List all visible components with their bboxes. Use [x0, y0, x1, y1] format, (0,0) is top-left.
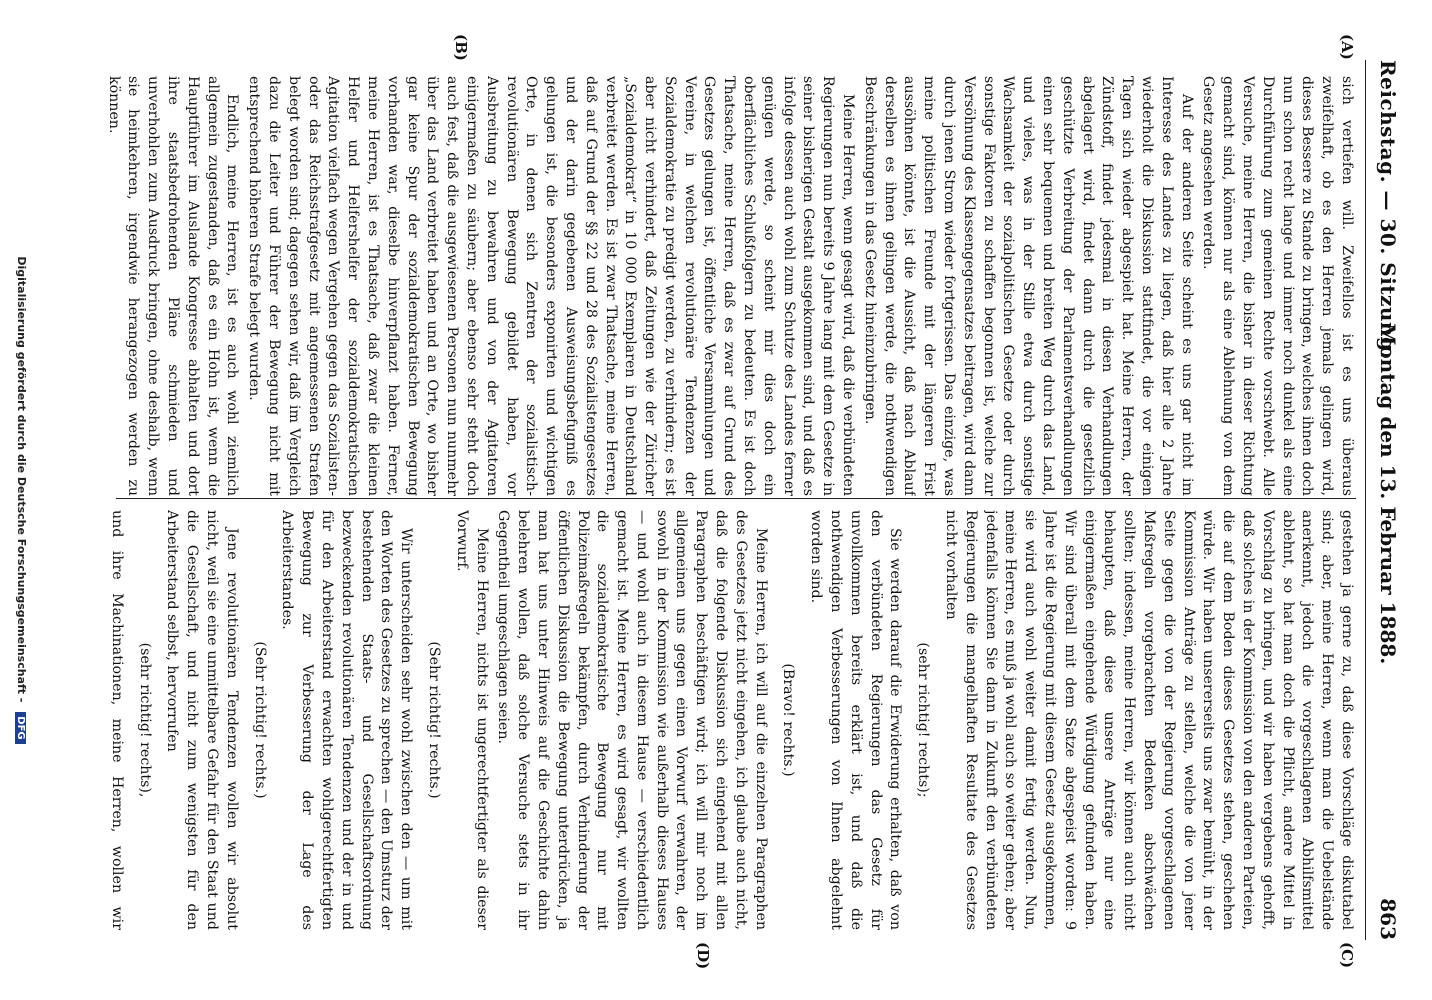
dfg-logo: DFG — [15, 712, 26, 743]
column-divider — [116, 498, 1356, 499]
interjection: (Bravo! rechts.) — [780, 663, 797, 777]
header-rule — [1365, 60, 1366, 940]
paragraph: Jene revolutionären Tendenzen wollen wir absolut nicht, weil sie eine unmittelbare Gefahr für den Staat und die Gesellschaft, und nicht zum wenigsten für den Arbeiterstand selbst, hervorrufen — [164, 510, 240, 930]
margin-marker-a: (A) — [1338, 34, 1356, 60]
paragraph: und ihre Machinationen, meine Herren, wollen wir — [108, 510, 125, 930]
paragraph: Meine Herren, wenn gesagt wird, daß die verbündeten Regierungen nun bereits 9 Jahre lang mit dem Gesetze in seiner bisherigen Gestalt ausgekommen sind, und daß es infolge dessen auch wohl zum Schutze des Landes ferner genügen werde, so scheint mir dies doch ein oberflächliches Schlußfolgern zu bedeuten. Es ist doch Thatsache, meine Herren, daß es zwar auf Grund des Gesetzes gelungen ist, öffentliche Versammlungen und Vereine, in welchen revolutionäre Tendenzen der Sozialdemokratie zu predigt werden, zu verhindern; es ist aber nicht verhindert, daß Zeitungen wie der Züricher „Sozialdemokrat“ in 10 000 Exemplaren in Deutschland verbreitet werden. Es ist zwar Thatsache, meine Herren, daß auf Grund der §§ 22 und 28 des Sozialistengesetzes und der darin gegebenen Ausweisungsbefugniß es gelungen ist, die besonders exponirten und wichtigen Orte, in denen sich Zentren der sozialistisch-revolutionären Bewegung gebildet haben, vor Ausbreitung zu bewahren und von der Agitatoren einigermaßen zu säubern; aber ebenso sehr steht doch auch fest, daß die ausgewiesenen Personen nun nunmehr über das Land verbreitet haben und an Orte, wo bisher gar keine Spur der sozialdemokratischen Bewegung vorhanden war, dieselbe hinverpflanzt haben. Ferner, meine Herren, ist es Thatsache, daß zwar die kleinen Helfer und Helfershelfer der sozialdemokratischen Agitation vielfach wegen Vergehen gegen das Sozialisten- oder das Reichsstrafgesetz mit angemessenen Strafen belegt worden sind; dagegen sehen wir, daß im Vergleich dazu die Leiter und Führer der Bewegung nicht mit entsprechend höheren Strafe belegt wurden. — [246, 76, 857, 496]
margin-marker-c: (C) — [1338, 942, 1356, 969]
margin-marker-d: (D) — [694, 942, 712, 970]
paragraph: Auf der anderen Seite scheint es uns gar nicht im Interesse des Landes zu liegen, daß hier alle 2 Jahre wiederholt die Diskussion stattfindet, die vor einigen Tagen sich wieder abgespielt hat. Meine Herren, der Zündstoff, findet jedesmal in diesen Verhandlungen abgelagert wird, findet dann durch die gesetzlich geschützte Verbreitung der Parlamentsverhandlungen einen sehr bequemen und breiten Weg durch das Land, und vieles, was in der Stille etwa durch sonstige Wachsamkeit der sozialpolitischen Gesetze oder durch sonstige Faktoren zu schaffen begonnen ist, welche zur Versöhnung des Klassengegensatzes beitragen, wird dann durch jenen Strom wieder fortgerissen. Das einzige, was meine politischen Freunde mit der längeren Frist aussöhnen könnte, ist die Aussicht, daß nach Ablauf derselben es ihnen gelingen werde, die nothwendigen Beschränkungen in das Gesetz hineinzubringen. — [861, 76, 1195, 496]
credit-text: Digitalisierung gefördert durch die Deutsche Forschungsgemeinschaft - — [15, 256, 28, 703]
page-header — [1368, 60, 1408, 940]
margin-marker-b: (B) — [452, 34, 470, 61]
digitization-credit — [15, 20, 28, 980]
interjection: (Sehr richtig! rechts.) — [251, 641, 268, 799]
paragraph: gestehen ja gerne zu, daß diese Vorschläge diskutabel sind; aber, meine Herren, wenn man die Uebelstände anerkennt, jedoch die vorgeschlagenen Abhilfsmittel ablehnt, so hat man doch die Pflicht, andere Mittel in Vorschlag zu bringen, und wir haben vergebens gehofft, daß solches in der Kommission von den anderen Parteien, die auf dem Boden dieses Gesetzes stehen, geschehen würde. Wir haben unsererseits uns zwar bemüht, in der Kommission Anträge zu stellen, welche die von jener Seite gegen die von der Regierung vorgeschlagenen Maßregeln vorgebrachten Bedenken abschwächen sollten; indessen, meine Herren, wir können auch nicht behaupten, daß diese unsere Anträge nur eine einigermaßen eingehende Würdigung gefunden haben. Wir sind überall mit dem Satze abgespeist worden: 9 Jahre ist die Regierung mit diesem Gesetz ausgekommen, sie wird auch wohl weiter damit fertig werden. Nun, meine Herren, es muß ja wohl auch so weiter gehen; aber jedenfalls können Sie dann in Zukunft den verbündeten Regierungen die mangelhaften Resultate des Gesetzes nicht vorhalten — [943, 510, 1355, 930]
header-date-and-page — [1376, 323, 1400, 940]
left-column — [106, 76, 1356, 496]
header-date: Montag den 13. Februar 1888. — [1376, 323, 1400, 665]
paragraph: Meine Herren, ich will auf die einzelnen Paragraphen des Gesetzes jetzt nicht eingehen, ich glaube auch nicht, daß die folgende Diskussion sich eingehend mit allen Paragraphen beschäftigen wird; ich will mir noch im allgemeinen uns gegen einen Vorwurf verwahren, der sowohl in der Kommission wie außerhalb dieses Hauses — und wohl auch in diesem Hause — verschiedentlich gemacht ist. Meine Herren, es wird gesagt, wir wollten die sozialdemokratische Bewegung nur mit Polizeimaßregeln bekämpfen, durch Verhinderung der öffentlichen Diskussion die Bewegung unterdrücken, ja man hat uns unter Hinweis auf die Geschichte dahin belehren wollen, daß solche Versuche stets in ihr Gegentheil umgeschlagen seien. — [495, 510, 769, 930]
right-column — [106, 510, 1356, 930]
interjection: (Sehr richtig! rechts.) — [425, 641, 442, 799]
paragraph: Wir unterscheiden sehr wohl zwischen den — um mit den Worten des Gesetzes zu sprechen — den Umsturz der bestehenden Staats- und Gesellschaftsordnung bezweckenden revolutionären Tendenzen und der in und für den Arbeiterstand erwachten wohlgerechtfertigten Bewegung zur Verbesserung der Lage des Arbeiterstandes. — [279, 510, 415, 930]
paragraph: Endlich, meine Herren, ist es auch wohl ziemlich allgemein zugestanden, daß es ein Hohn ist, wenn die Hauptführer im Auslande Kongresse abhalten und dort ihre staatsbedrohenden Pläne schmieden und unverhohlen zum Ausdruck bringen, ohne deshalb, wenn sie heimkehren, irgendwie herangezogen werden zu können. — [106, 76, 241, 496]
paragraph: Sie werden darauf die Erwiderung erhalten, daß von den verbündeten Regierungen das Gesetz für unvollkommen bereits erklärt ist, und daß die nothwendigen Verbesserungen von Ihnen abgelehnt worden sind. — [808, 510, 904, 930]
paragraph: Meine Herren, nichts ist ungerechtfertigter als dieser Vorwurf. — [453, 510, 490, 930]
header-title: Reichstag. — 30. Sitzung. — [1376, 60, 1400, 359]
interjection: (sehr richtig! rechts); — [915, 642, 932, 798]
interjection: (sehr richtig! rechts), — [136, 642, 153, 798]
paragraph: sich vertiefen will. Zweifellos ist es uns überaus zweifelhaft, ob es den Herren jemals gelingen wird, dieses Bessere zu Stande zu bringen, welches ihnen doch nun schon recht lange und immer noch dunkel als eine Durchführung zum gemeinen Rechte vorschwebt. Alle Versuche, meine Herren, die bisher in dieser Richtung gemacht sind, können nur als eine Ablehnung von dem Gesetz angesehen werden. — [1200, 76, 1355, 496]
page-number: 863 — [1376, 898, 1400, 940]
